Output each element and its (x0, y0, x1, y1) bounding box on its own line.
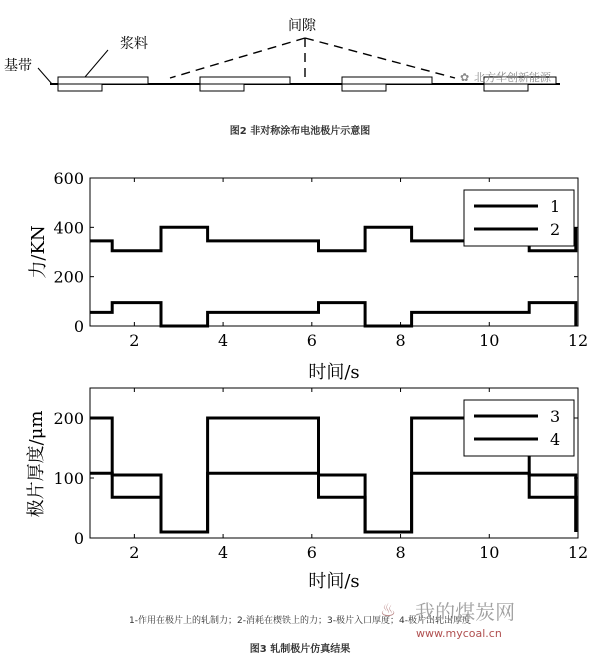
legend-label-series-2: 2 (550, 220, 561, 239)
series-line-2 (90, 303, 576, 326)
slurry-top-patch (58, 77, 148, 84)
series-line-4 (90, 473, 576, 532)
watermark-text: 我的煤炭网 (415, 600, 516, 624)
fig2-caption: 图2 非对称涂布电池极片示意图 (229, 126, 371, 137)
y-tick-label: 0 (73, 317, 84, 336)
watermark-url: www.mycoal.cn (416, 627, 502, 640)
slurry-leader (85, 50, 108, 77)
slurry-bottom-patch (342, 84, 386, 91)
fig3-legend-note: 1-作用在极片上的轧制力；2-消耗在楔铁上的力；3-极片入口厚度；4-极片出轧出厚度 (129, 616, 471, 626)
substrate-label: 基带 (4, 58, 32, 74)
legend-label-series-1: 1 (550, 197, 561, 216)
slurry-top-patch (200, 77, 290, 84)
coating-schematic (0, 0, 600, 120)
x-tick-label: 4 (217, 543, 229, 562)
slurry-bottom-patch (58, 84, 102, 91)
brand-watermark: 北方华创新能源 (474, 71, 551, 84)
y-axis-label: 力/KN (28, 225, 49, 279)
thickness-chart (0, 384, 600, 594)
gap-leader (170, 38, 305, 78)
x-tick-label: 12 (567, 543, 589, 562)
slurry-label: 浆料 (120, 36, 148, 52)
x-tick-label: 6 (306, 543, 317, 562)
y-tick-label: 600 (53, 169, 84, 188)
y-tick-label: 400 (53, 218, 84, 238)
x-tick-label: 2 (129, 331, 140, 350)
x-tick-label: 2 (129, 543, 140, 562)
y-tick-label: 200 (53, 409, 84, 428)
substrate-leader (38, 68, 52, 84)
site-watermark (380, 596, 515, 640)
x-tick-label: 6 (306, 331, 317, 350)
gap-leader (305, 38, 455, 78)
gap-label: 间隙 (288, 18, 316, 34)
y-tick-label: 200 (53, 267, 84, 287)
y-axis-label: 极片厚度/μm (26, 410, 47, 518)
force-chart (0, 160, 600, 390)
slurry-bottom-patch (484, 84, 528, 91)
slurry-top-patch (342, 77, 432, 84)
brand-watermark-icon: ✿ (460, 71, 470, 84)
fig3-caption: 图3 轧制极片仿真结果 (249, 644, 351, 655)
x-axis-label: 时间/s (308, 571, 360, 592)
legend-label-series-3: 3 (550, 407, 561, 426)
legend-label-series-4: 4 (550, 430, 561, 449)
y-tick-label: 0 (73, 529, 84, 548)
x-axis-label: 时间/s (308, 362, 360, 383)
slurry-bottom-patch (200, 84, 244, 91)
x-tick-label: 10 (479, 331, 500, 350)
x-tick-label: 10 (479, 543, 500, 562)
x-tick-label: 4 (217, 331, 229, 350)
x-tick-label: 12 (567, 331, 589, 350)
x-tick-label: 8 (395, 543, 406, 562)
watermark-logo-icon: ♨ (380, 599, 397, 621)
x-tick-label: 8 (395, 331, 406, 350)
y-tick-label: 100 (53, 469, 84, 488)
